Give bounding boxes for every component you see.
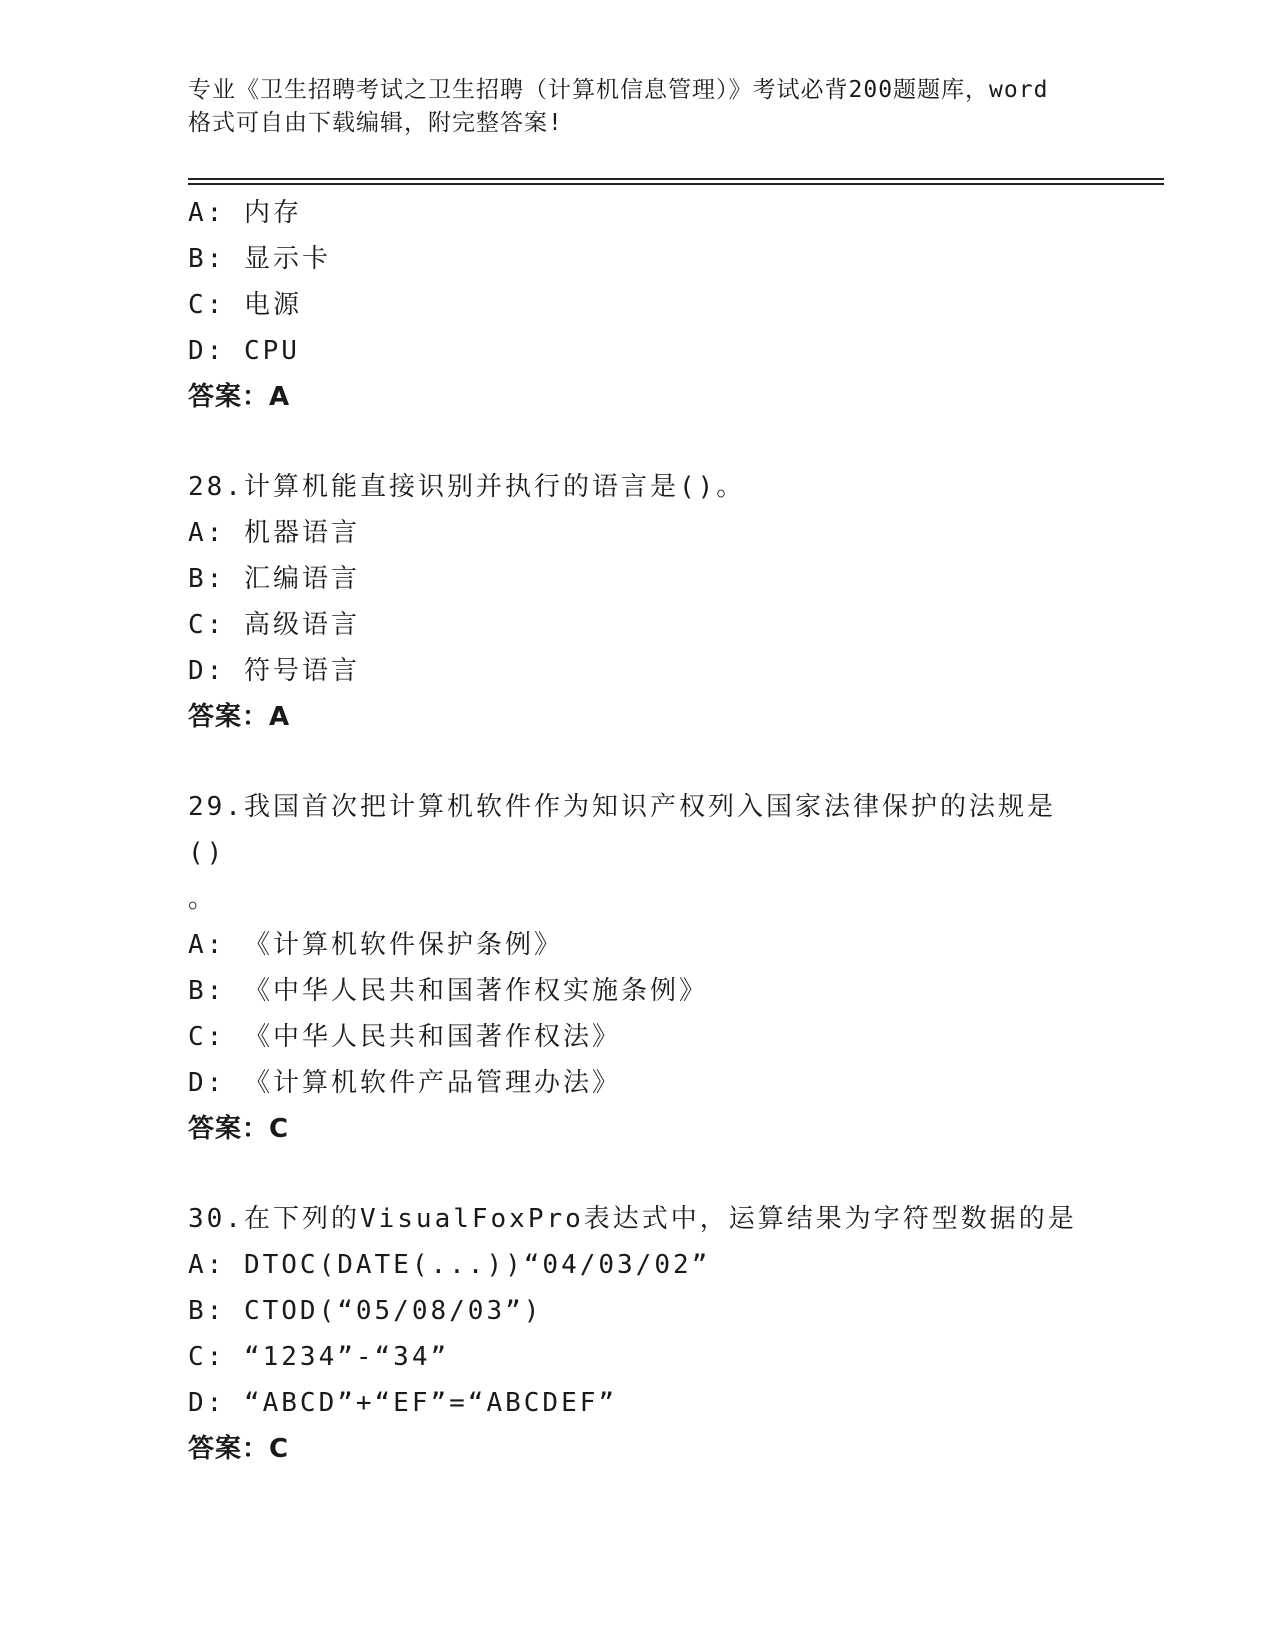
option-b: B: CTOD(“05/08/03”): [188, 1296, 543, 1326]
option-d: D: “ABCD”+“EF”=“ABCDEF”: [188, 1388, 618, 1418]
header-line-2: 格式可自由下载编辑，附完整答案!: [188, 110, 563, 136]
option-a: A: 《计算机软件保护条例》: [188, 930, 563, 960]
question-30: [188, 1196, 1148, 1472]
question-stem: 29.我国首次把计算机软件作为知识产权列入国家法律保护的法规是(): [188, 792, 1056, 868]
option-c: C: 《中华人民共和国著作权法》: [188, 1022, 621, 1052]
answer-line: 答案：C: [188, 1434, 290, 1464]
header-line-1: 专业《卫生招聘考试之卫生招聘（计算机信息管理）》考试必背200题题库，word: [188, 77, 1049, 103]
option-a: A: 机器语言: [188, 518, 360, 548]
header-divider-top: [188, 178, 1164, 180]
question-list: [188, 190, 1148, 1472]
option-b: B: 显示卡: [188, 244, 331, 274]
question-27: [188, 190, 1148, 420]
question-stem: 30.在下列的VisualFoxPro表达式中，运算结果为字符型数据的是: [188, 1204, 1077, 1234]
option-d: D: 符号语言: [188, 656, 360, 686]
answer-line: 答案：A: [188, 702, 291, 732]
spacer: [188, 740, 1148, 784]
question-28: [188, 464, 1148, 740]
question-stem-continuation: 。: [188, 884, 218, 914]
answer-line: 答案：A: [188, 382, 291, 412]
option-b: B: 《中华人民共和国著作权实施条例》: [188, 976, 708, 1006]
document-header: [188, 74, 1088, 140]
option-a: A: DTOC(DATE(...))“04/03/02”: [188, 1250, 711, 1280]
option-d: D: CPU: [188, 336, 300, 366]
question-stem: 28.计算机能直接识别并执行的语言是()。: [188, 472, 746, 502]
option-d: D: 《计算机软件产品管理办法》: [188, 1068, 621, 1098]
answer-line: 答案：C: [188, 1114, 290, 1144]
option-c: C: “1234”-“34”: [188, 1342, 450, 1372]
spacer: [188, 1152, 1148, 1196]
option-c: C: 电源: [188, 290, 302, 320]
question-29: [188, 784, 1148, 1152]
option-b: B: 汇编语言: [188, 564, 360, 594]
header-divider-bottom: [188, 183, 1164, 185]
spacer: [188, 420, 1148, 464]
option-c: C: 高级语言: [188, 610, 360, 640]
option-a: A: 内存: [188, 198, 302, 228]
